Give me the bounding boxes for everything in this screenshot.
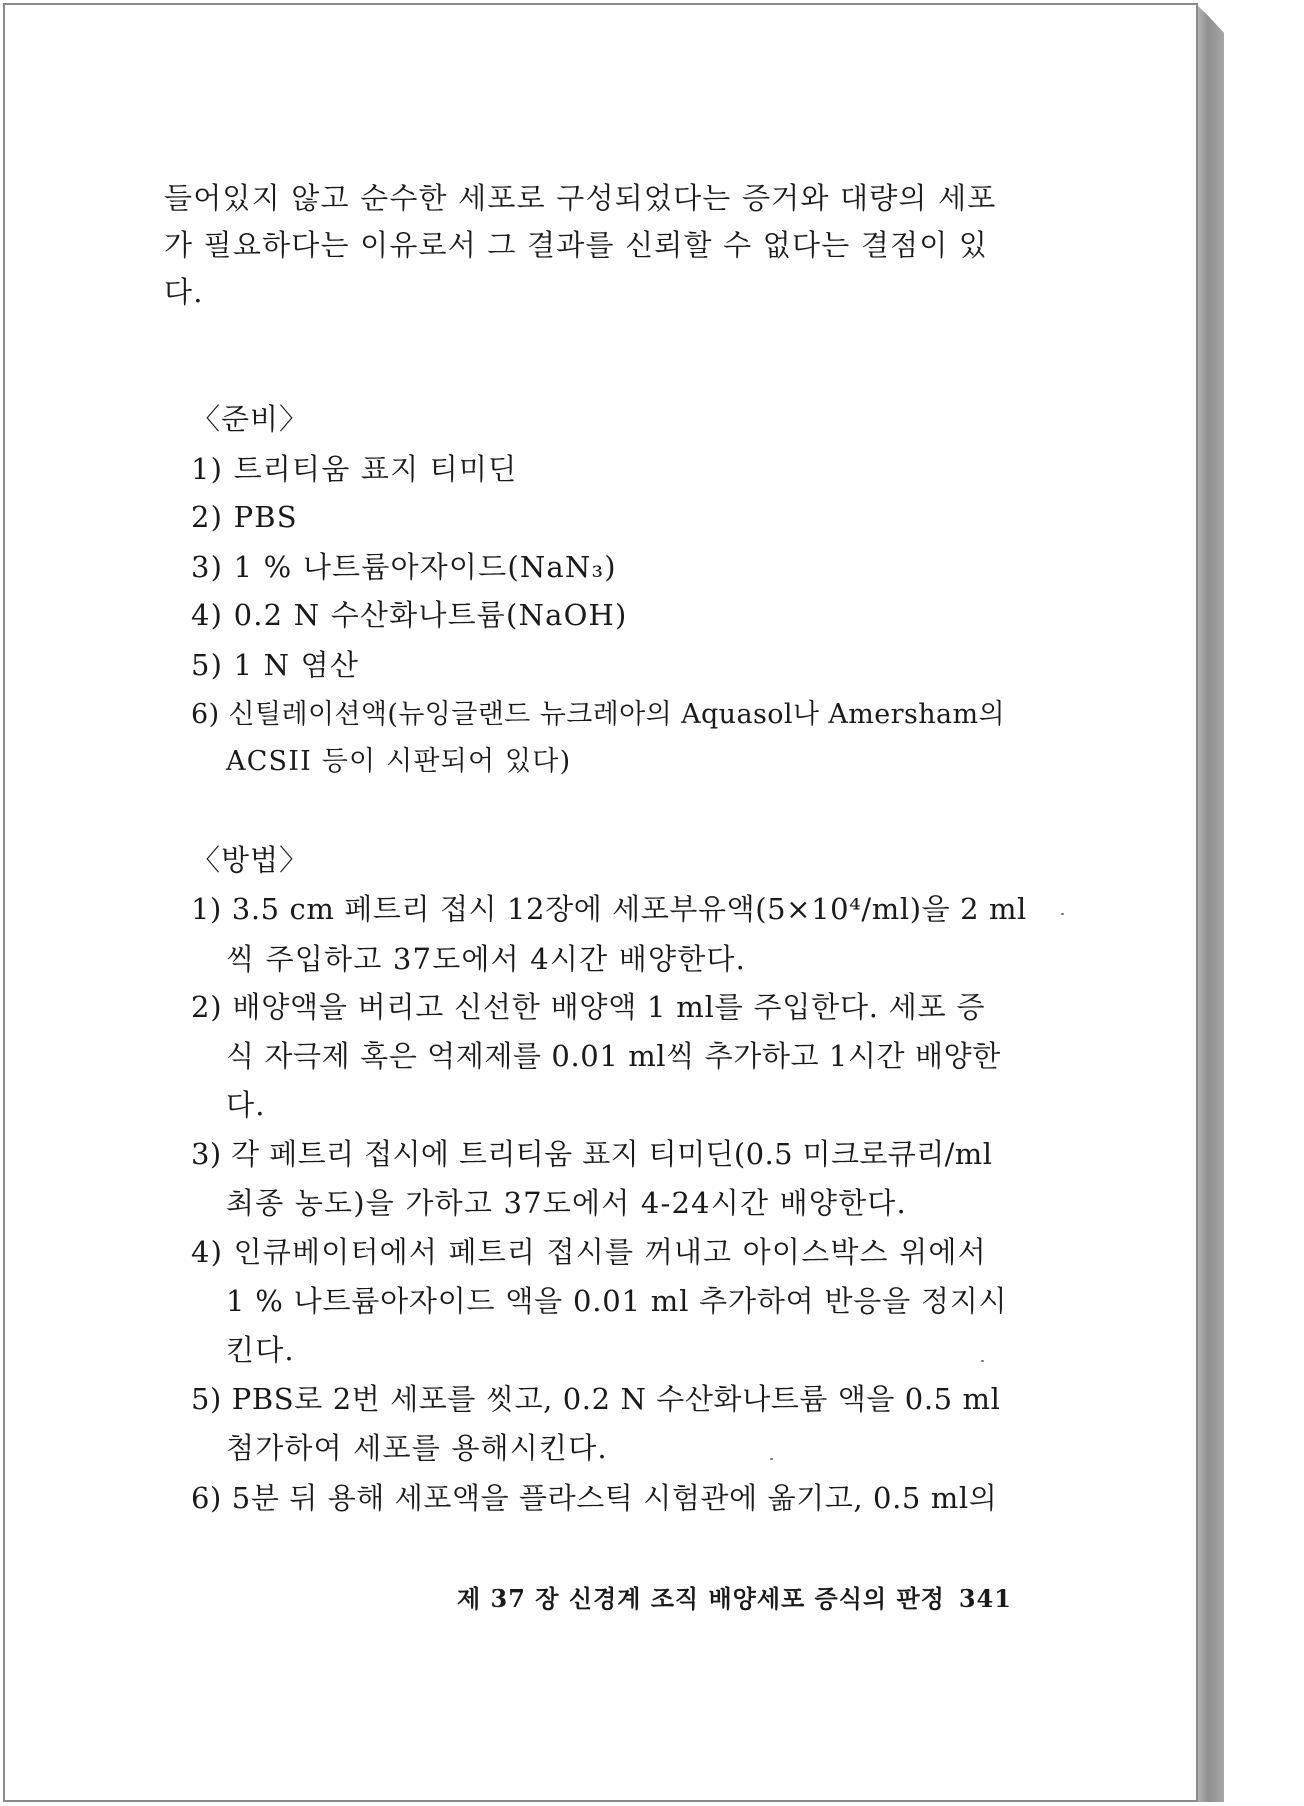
prep-item-6: 6) 신틸레이션액(뉴잉글랜드 뉴크레아의 Aquasol나 Amersham의 (191, 699, 1005, 730)
scan-speck (981, 1360, 984, 1362)
method-line-6: 3) 각 페트리 접시에 트리티움 표지 티미딘(0.5 미크로큐리/ml (191, 1137, 993, 1171)
method-line-10: 킨다. (226, 1333, 295, 1367)
scan-speck (1061, 913, 1064, 915)
method-line-5: 다. (226, 1088, 266, 1122)
method-line-11: 5) PBS로 2번 세포를 씻고, 0.2 N 수산화나트륨 액을 0.5 ml (191, 1382, 1001, 1416)
page-footer (457, 1579, 1012, 1614)
method-heading: 〈방법〉 (191, 843, 310, 877)
intro-line-2 (164, 228, 1056, 262)
intro-text: 들어있지 않고 순수한 세포로 구성되었다는 증거와 대량의 세포 (164, 181, 997, 215)
method-line-3: 2) 배양액을 버리고 신선한 배양액 1 ml를 주입한다. 세포 증 (191, 990, 986, 1024)
intro-line-1 (164, 181, 1056, 215)
page-stack-edge (1196, 4, 1224, 1802)
book-page (3, 3, 1198, 1802)
prep-item-2: 2) PBS (191, 500, 298, 534)
method-line-13: 6) 5분 뒤 용해 세포액을 플라스틱 시험관에 옮기고, 0.5 ml의 (191, 1481, 998, 1515)
prep-item-1: 1) 트리티움 표지 티미딘 (191, 452, 518, 486)
method-line-2: 씩 주입하고 37도에서 4시간 배양한다. (226, 942, 747, 976)
intro-text: 가 필요하다는 이유로서 그 결과를 신뢰할 수 없다는 결점이 있 (164, 228, 989, 262)
prep-item-6-cont: ACSII 등이 시판되어 있다) (226, 746, 572, 777)
method-line-7: 최종 농도)을 가하고 37도에서 4-24시간 배양한다. (226, 1186, 907, 1220)
prep-item-5: 5) 1 N 염산 (191, 648, 360, 682)
scan-speck (770, 1458, 773, 1460)
page-number: 341 (958, 1584, 1012, 1613)
intro-line-3 (164, 275, 204, 309)
method-line-9: 1 % 나트륨아자이드 액을 0.01 ml 추가하여 반응을 정지시 (226, 1284, 1008, 1318)
method-line-4: 식 자극제 혹은 억제제를 0.01 ml씩 추가하고 1시간 배양한 (226, 1039, 1001, 1073)
prep-item-4: 4) 0.2 N 수산화나트륨(NaOH) (191, 598, 628, 632)
method-line-1: 1) 3.5 cm 페트리 접시 12장에 세포부유액(5×10⁴/ml)을 2 ml (191, 892, 1027, 926)
method-line-8: 4) 인큐베이터에서 페트리 접시를 꺼내고 아이스박스 위에서 (191, 1235, 987, 1269)
chapter-title: 제 37 장 신경계 조직 배양세포 증식의 판정 (457, 1584, 945, 1613)
method-line-12: 첨가하여 세포를 용해시킨다. (226, 1431, 608, 1465)
prep-item-3: 3) 1 % 나트륨아자이드(NaN₃) (191, 550, 617, 584)
prep-heading: 〈준비〉 (191, 402, 310, 436)
intro-text: 다. (164, 275, 204, 309)
